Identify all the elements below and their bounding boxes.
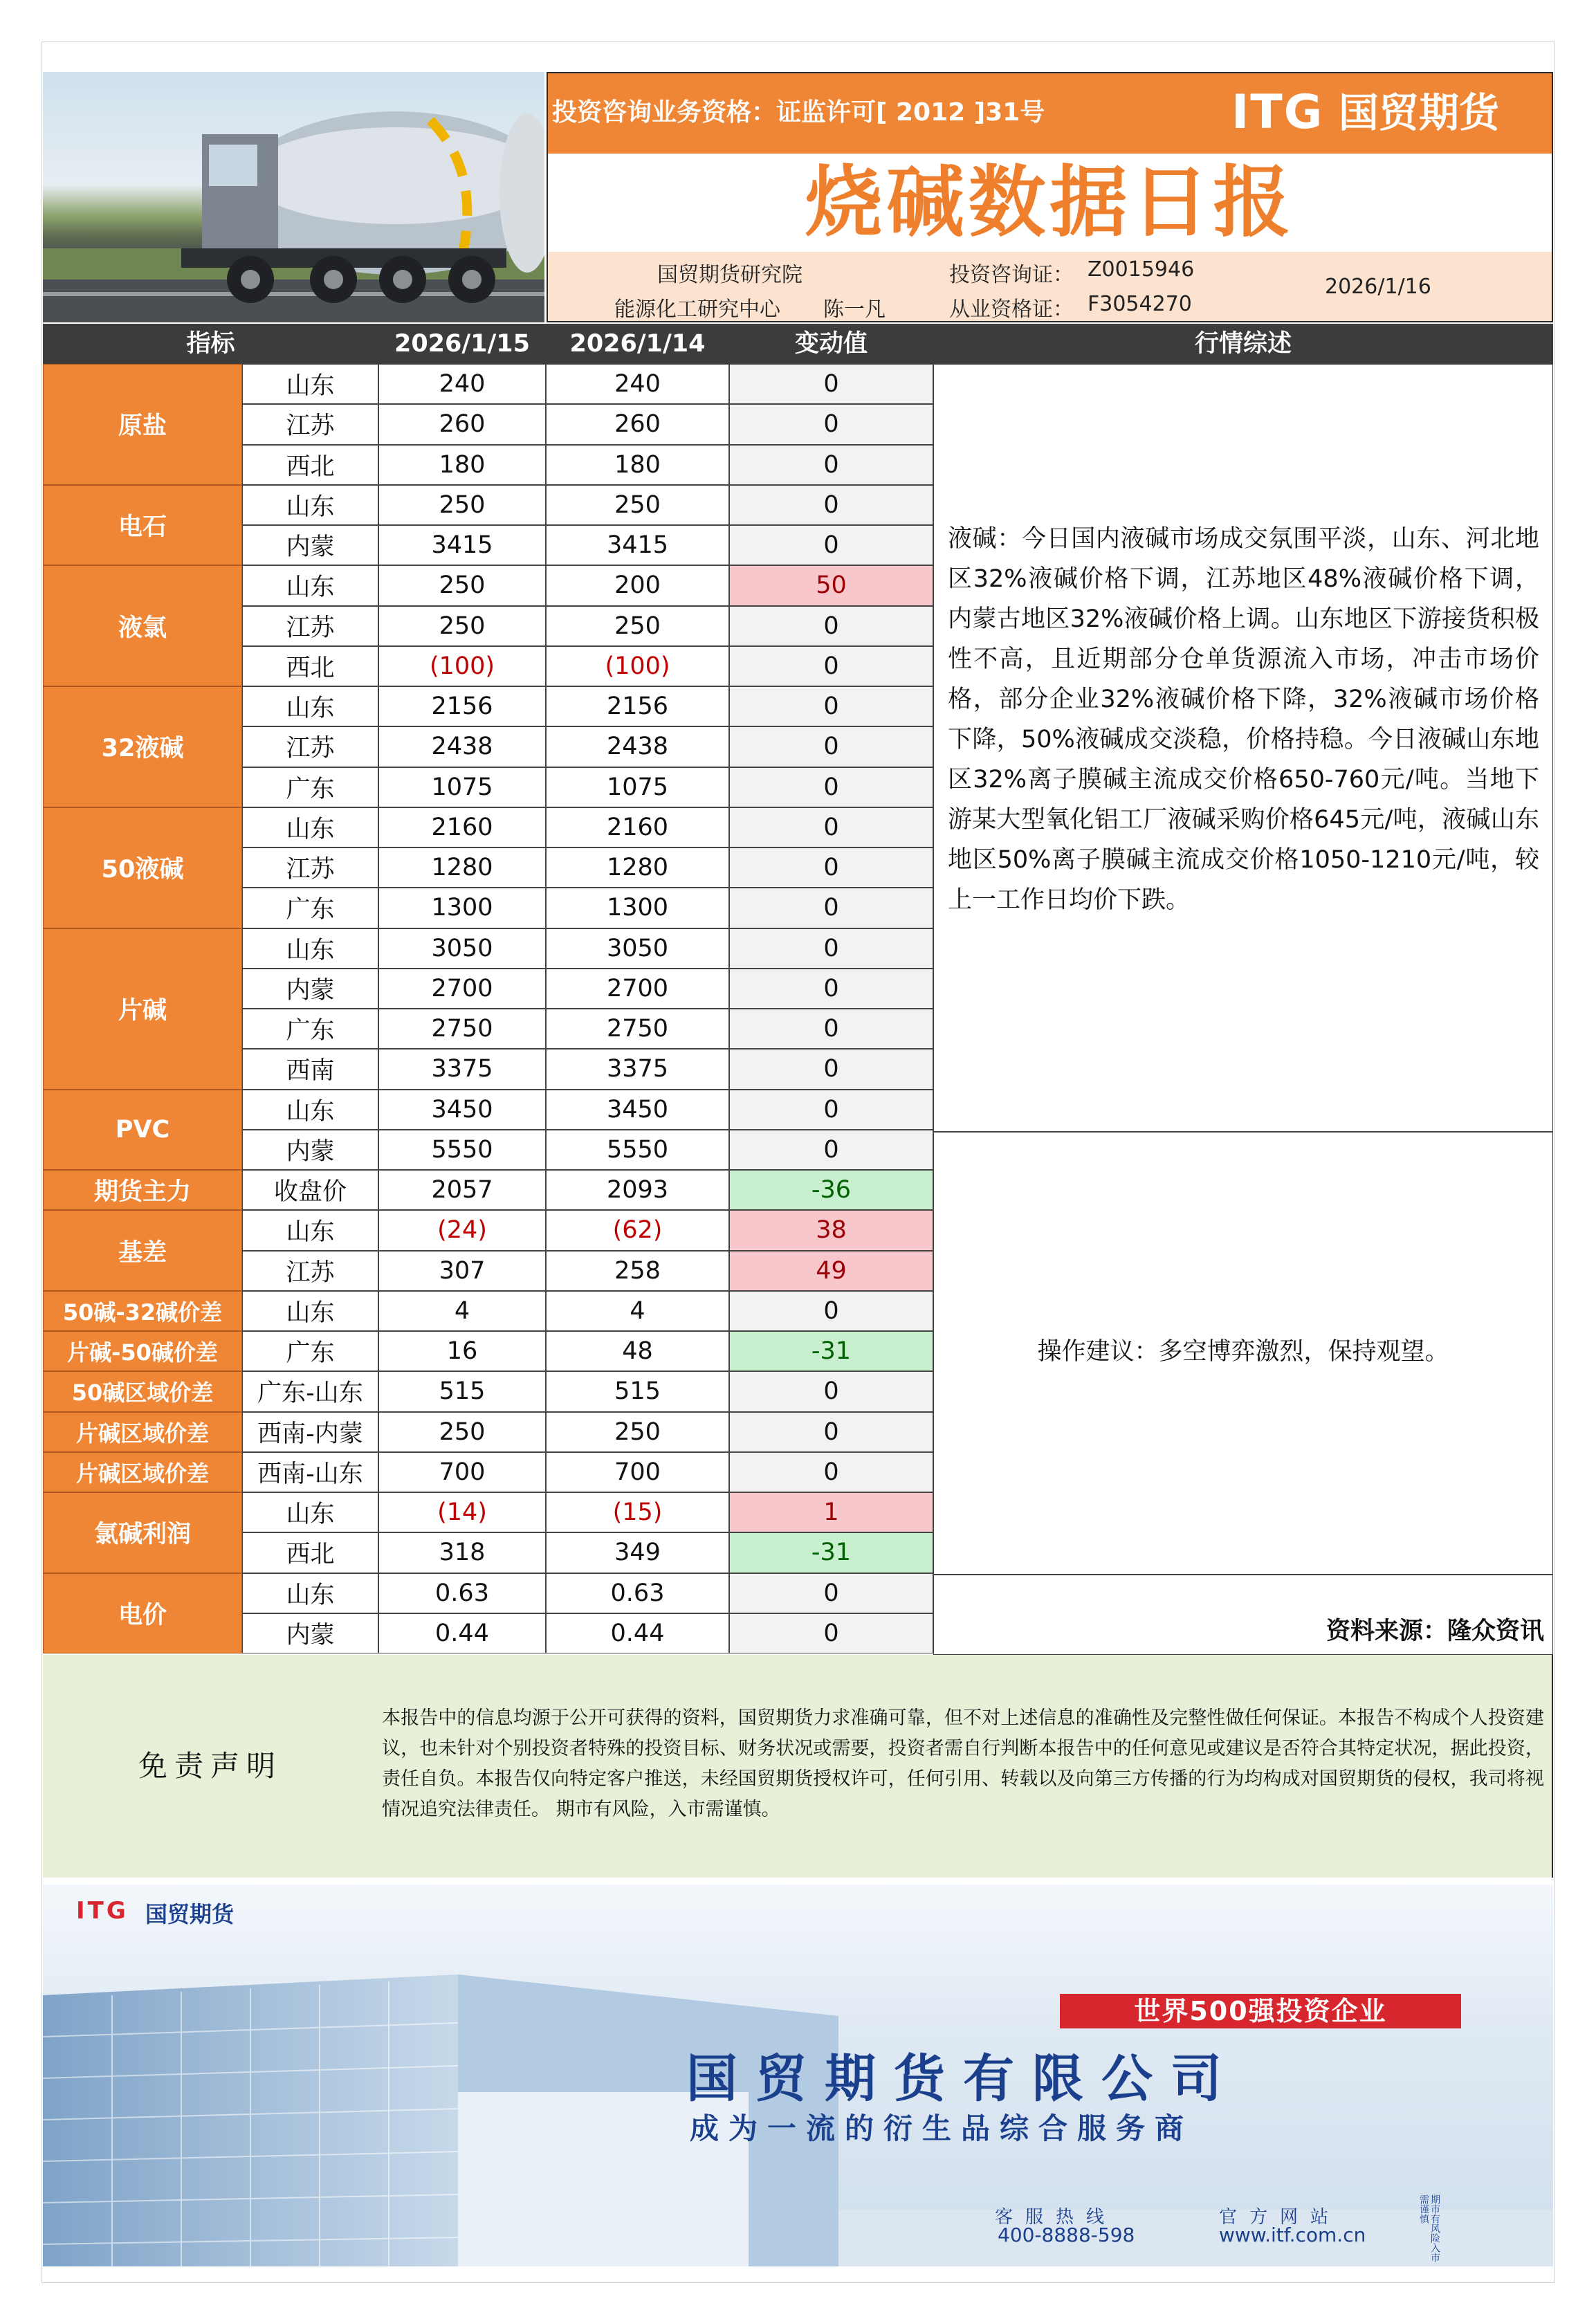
value-cell-date2: 5550	[546, 1130, 729, 1170]
report-title: 烧碱数据日报	[805, 158, 1295, 248]
value-cell-date2: 250	[546, 606, 729, 646]
value-cell-date1: 0.44	[378, 1613, 546, 1653]
value-cell-date2: 2750	[546, 1009, 729, 1049]
value-cell-date2: 1075	[546, 767, 729, 807]
change-cell: 0	[729, 969, 933, 1009]
value-cell-date2: 2700	[546, 969, 729, 1009]
value-cell-date1: 0.63	[378, 1573, 546, 1613]
value-cell-date1: (100)	[378, 646, 546, 686]
region-cell: 西北	[242, 646, 378, 686]
disclaimer-text: 本报告中的信息均源于公开可获得的资料，国贸期货力求准确可靠，但不对上述信息的准确性及完整性做任何保证。本报告不构成个人投资建议，也未针对个别投资者特殊的投资目标、财务状况或需要，投资者需自行判断本报告中的任何意见或建议是否符合其特定状况，据此投资，责任自负。本报告仅向特定客户推送，未经国贸期货授权许可，任何引用、转载以及向第三方传播的行为均构成对国贸期货的侵权，我司将视情况追究法律责任。 期市有风险，入市需谨慎。	[382, 1707, 1544, 1820]
disclaimer-title: 免责声明	[138, 1749, 283, 1783]
region-cell: 西北	[242, 445, 378, 485]
value-cell-date2: 48	[546, 1331, 729, 1371]
region-cell: 收盘价	[242, 1170, 378, 1210]
change-cell: 38	[729, 1210, 933, 1250]
col-header-date2: 2026/1/14	[546, 324, 729, 364]
report-date: 2026/1/16	[1325, 275, 1431, 299]
region-cell: 山东	[242, 565, 378, 605]
region-cell: 山东	[242, 807, 378, 847]
tanker-truck-photo	[43, 72, 544, 322]
category-label: 期货主力	[43, 1170, 242, 1210]
category-label: 片碱区域价差	[43, 1412, 242, 1452]
value-cell-date2: 200	[546, 565, 729, 605]
value-cell-date2: (100)	[546, 646, 729, 686]
hotline-number: 400-8888-598	[998, 2224, 1135, 2246]
value-cell-date1: 3050	[378, 928, 546, 969]
value-cell-date1: 250	[378, 485, 546, 525]
value-cell-date1: 1280	[378, 847, 546, 888]
value-cell-date2: 240	[546, 364, 729, 404]
col-header-change: 变动值	[729, 324, 933, 364]
change-cell: 0	[729, 1573, 933, 1613]
category-label: PVC	[43, 1090, 242, 1171]
value-cell-date1: 2057	[378, 1170, 546, 1210]
value-cell-date1: 260	[378, 404, 546, 444]
value-cell-date1: 2438	[378, 726, 546, 767]
value-cell-date1: 3375	[378, 1049, 546, 1089]
logo-latin: ITG	[1231, 85, 1324, 140]
practice-cert-number: F3054270	[1088, 292, 1192, 316]
region-cell: 广东-山东	[242, 1371, 378, 1411]
value-cell-date2: 2160	[546, 807, 729, 847]
category-label: 片碱区域价差	[43, 1452, 242, 1492]
category-label: 基差	[43, 1210, 242, 1291]
value-cell-date1: (24)	[378, 1210, 546, 1250]
category-label: 50碱-32碱价差	[43, 1291, 242, 1331]
change-cell: 50	[729, 565, 933, 605]
region-cell: 江苏	[242, 606, 378, 646]
col-header-indicator: 指标	[43, 324, 378, 364]
value-cell-date2: 349	[546, 1532, 729, 1573]
change-cell: 0	[729, 485, 933, 525]
value-cell-date2: 0.44	[546, 1613, 729, 1653]
change-cell: 0	[729, 1090, 933, 1130]
value-cell-date1: 4	[378, 1291, 546, 1331]
value-cell-date2: 0.63	[546, 1573, 729, 1613]
value-cell-date1: (14)	[378, 1492, 546, 1532]
value-cell-date1: 250	[378, 565, 546, 605]
trading-advice: 操作建议：多空博弈激烈，保持观望。	[1037, 1338, 1449, 1366]
change-cell: 0	[729, 1130, 933, 1170]
value-cell-date1: 2156	[378, 686, 546, 726]
company-banner	[43, 1885, 1553, 2266]
value-cell-date1: 307	[378, 1251, 546, 1291]
value-cell-date1: 240	[378, 364, 546, 404]
change-cell: 0	[729, 1412, 933, 1452]
value-cell-date2: (15)	[546, 1492, 729, 1532]
practice-cert-label: 从业资格证：	[949, 297, 1074, 322]
value-cell-date1: 2700	[378, 969, 546, 1009]
region-cell: 内蒙	[242, 525, 378, 565]
value-cell-date2: 180	[546, 445, 729, 485]
value-cell-date2: 700	[546, 1452, 729, 1492]
region-cell: 山东	[242, 686, 378, 726]
value-cell-date2: 3450	[546, 1090, 729, 1130]
institute-name: 国贸期货研究院	[657, 263, 802, 287]
value-cell-date2: 2156	[546, 686, 729, 726]
value-cell-date1: 250	[378, 606, 546, 646]
region-cell: 山东	[242, 364, 378, 404]
change-cell: 0	[729, 888, 933, 928]
website-url: www.itf.com.cn	[1219, 2224, 1366, 2246]
category-label: 氯碱利润	[43, 1492, 242, 1573]
region-cell: 山东	[242, 1291, 378, 1331]
value-cell-date2: 515	[546, 1371, 729, 1411]
consult-cert-label: 投资咨询证：	[949, 263, 1074, 287]
value-cell-date1: 515	[378, 1371, 546, 1411]
value-cell-date1: 180	[378, 445, 546, 485]
value-cell-date2: 258	[546, 1251, 729, 1291]
risk-side-note: 期市有风险入市需谨慎	[1418, 2194, 1440, 2262]
region-cell: 广东	[242, 1009, 378, 1049]
category-label: 片碱	[43, 928, 242, 1090]
value-cell-date2: 250	[546, 1412, 729, 1452]
region-cell: 广东	[242, 1331, 378, 1371]
change-cell: 0	[729, 646, 933, 686]
value-cell-date1: 3415	[378, 525, 546, 565]
region-cell: 西南-内蒙	[242, 1412, 378, 1452]
change-cell: 0	[729, 928, 933, 969]
qualification-text: 投资咨询业务资格：证监许可[ 2012 ]31号	[552, 98, 1045, 127]
change-cell: 49	[729, 1251, 933, 1291]
region-cell: 江苏	[242, 1251, 378, 1291]
change-cell: 0	[729, 847, 933, 888]
region-cell: 内蒙	[242, 1613, 378, 1653]
region-cell: 西南-山东	[242, 1452, 378, 1492]
region-cell: 山东	[242, 1090, 378, 1130]
value-cell-date1: 250	[378, 1412, 546, 1452]
value-cell-date2: (62)	[546, 1210, 729, 1250]
change-cell: 0	[729, 767, 933, 807]
value-cell-date1: 700	[378, 1452, 546, 1492]
col-header-date1: 2026/1/15	[378, 324, 546, 364]
category-label: 50碱区域价差	[43, 1371, 242, 1411]
research-center: 能源化工研究中心	[614, 297, 780, 322]
region-cell: 广东	[242, 888, 378, 928]
category-label: 原盐	[43, 364, 242, 485]
change-cell: 0	[729, 686, 933, 726]
value-cell-date1: 318	[378, 1532, 546, 1573]
change-cell: -31	[729, 1532, 933, 1573]
category-label: 电价	[43, 1573, 242, 1654]
data-source: 资料来源：隆众资讯	[1326, 1617, 1544, 1645]
category-label: 电石	[43, 485, 242, 566]
region-cell: 山东	[242, 928, 378, 969]
category-label: 片碱-50碱价差	[43, 1331, 242, 1371]
value-cell-date2: 2438	[546, 726, 729, 767]
region-cell: 江苏	[242, 847, 378, 888]
region-cell: 山东	[242, 1210, 378, 1250]
banner-company-name: 国贸期货有限公司	[686, 2049, 1240, 2109]
change-cell: 0	[729, 445, 933, 485]
category-label: 32液碱	[43, 686, 242, 807]
change-cell: 0	[729, 1613, 933, 1653]
value-cell-date1: 2750	[378, 1009, 546, 1049]
consult-cert-number: Z0015946	[1088, 257, 1195, 282]
change-cell: 0	[729, 525, 933, 565]
region-cell: 内蒙	[242, 1130, 378, 1170]
region-cell: 江苏	[242, 726, 378, 767]
value-cell-date1: 1300	[378, 888, 546, 928]
region-cell: 西南	[242, 1049, 378, 1089]
value-cell-date1: 5550	[378, 1130, 546, 1170]
change-cell: 1	[729, 1492, 933, 1532]
change-cell: 0	[729, 1049, 933, 1089]
region-cell: 江苏	[242, 404, 378, 444]
category-label: 液氯	[43, 565, 242, 686]
value-cell-date2: 260	[546, 404, 729, 444]
change-cell: -36	[729, 1170, 933, 1210]
value-cell-date2: 2093	[546, 1170, 729, 1210]
banner-logo-chinese: 国贸期货	[145, 1901, 235, 1927]
change-cell: 0	[729, 1291, 933, 1331]
value-cell-date1: 3450	[378, 1090, 546, 1130]
change-cell: 0	[729, 404, 933, 444]
change-cell: 0	[729, 364, 933, 404]
value-cell-date2: 1280	[546, 847, 729, 888]
category-label: 50液碱	[43, 807, 242, 928]
value-cell-date2: 1300	[546, 888, 729, 928]
hotline-label: 客服热线	[995, 2207, 1117, 2228]
value-cell-date2: 3050	[546, 928, 729, 969]
logo-chinese: 国贸期货	[1339, 89, 1500, 136]
region-cell: 山东	[242, 1492, 378, 1532]
region-cell: 广东	[242, 767, 378, 807]
value-cell-date1: 2160	[378, 807, 546, 847]
tanker-truck-illustration	[43, 72, 544, 322]
value-cell-date1: 1075	[378, 767, 546, 807]
change-cell: 0	[729, 606, 933, 646]
analyst-name: 陈一凡	[823, 297, 886, 322]
value-cell-date1: 16	[378, 1331, 546, 1371]
value-cell-date2: 3415	[546, 525, 729, 565]
website-label: 官方网站	[1219, 2207, 1341, 2228]
change-cell: 0	[729, 1009, 933, 1049]
value-cell-date2: 250	[546, 485, 729, 525]
change-cell: 0	[729, 726, 933, 767]
banner-logo-latin: ITG	[76, 1897, 129, 1925]
value-cell-date2: 3375	[546, 1049, 729, 1089]
region-cell: 内蒙	[242, 969, 378, 1009]
banner-slogan: 成为一流的衍生品综合服务商	[690, 2111, 1194, 2145]
region-cell: 山东	[242, 1573, 378, 1613]
change-cell: 0	[729, 1371, 933, 1411]
change-cell: 0	[729, 807, 933, 847]
region-cell: 西北	[242, 1532, 378, 1573]
change-cell: -31	[729, 1331, 933, 1371]
region-cell: 山东	[242, 485, 378, 525]
market-summary-text: 液碱：今日国内液碱市场成交氛围平淡，山东、河北地区32%液碱价格下调，江苏地区48%液碱价格下调，内蒙古地区32%液碱价格上调。山东地区下游接货积极性不高，且近期部分仓单货源流入市场，冲击市场价格，部分企业32%液碱价格下降，32%液碱市场价格下降，50%液碱成交淡稳，价格持稳。今日液碱山东地区32%离子膜碱主流成交价格650-760元/吨。当地下游某大型氧化铝工厂液碱采购价格645元/吨，液碱山东地区50%离子膜碱主流成交价格1050-1210元/吨，较上一工作日均价下跌。	[948, 525, 1539, 914]
change-cell: 0	[729, 1452, 933, 1492]
fortune500-tag: 世界500强投资企业	[1060, 1994, 1461, 2028]
value-cell-date2: 4	[546, 1291, 729, 1331]
col-header-summary: 行情综述	[933, 324, 1553, 364]
